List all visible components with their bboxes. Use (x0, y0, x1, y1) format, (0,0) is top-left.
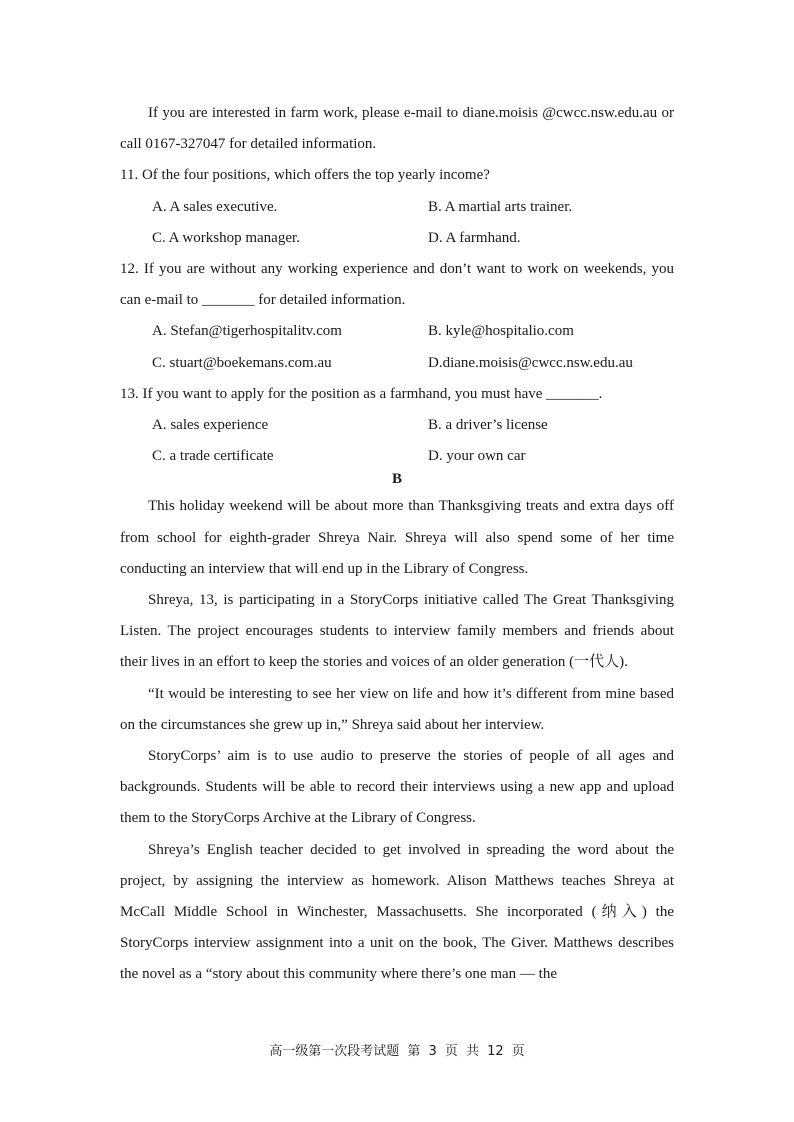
option-c: C. stuart@boekemans.com.au (152, 354, 332, 371)
option-a: A. sales experience (152, 417, 269, 434)
section-b-heading: B (391, 471, 402, 488)
passage-b-paragraph: This holiday weekend will be about more than Thanksgiving treats and extra days off from school for eighth-grader Shreya Nair. Shreya will also spend some of her time conducting an interview that will end up in the Library of Congress. (120, 498, 674, 577)
answer-options (120, 410, 674, 472)
option-a: A. Stefan@tigerhospitalitv.com (152, 323, 342, 340)
question-13 (120, 379, 674, 473)
question-stem: 13. If you want to apply for the position as a farmhand, you must have _______. (120, 385, 603, 402)
question-stem: 11. Of the four positions, which offers the top yearly income? (120, 167, 490, 184)
page-footer: 高一级第一次段考试题 第 3 页 共 12 页 (269, 1044, 525, 1059)
option-b: B. a driver’s license (428, 417, 548, 434)
answer-options (120, 316, 674, 378)
question-11 (120, 160, 674, 254)
option-c: C. A workshop manager. (152, 229, 300, 246)
option-d: D. your own car (428, 448, 526, 465)
document-page (120, 98, 674, 991)
passage-b-paragraph: StoryCorps’ aim is to use audio to preserve the stories of people of all ages and backgrounds. Students will be able to record their interviews using a new app and upload them to the StoryCorps Archive at the Library of Congress. (120, 748, 674, 827)
passage-b-paragraph: Shreya’s English teacher decided to get involved in spreading the word about the project, by assigning the interview as homework. Alison Matthews teaches Shreya at McCall Middle School in Winchester, Massachusetts. She incorporated (纳入) the StoryCorps interview assignment into a unit on the book, The Giver. Matthews describes the novel as a “story about this community where there’s one man — the (120, 841, 674, 983)
option-a: A. A sales executive. (152, 198, 278, 215)
question-12 (120, 254, 674, 379)
question-stem: 12. If you are without any working experience and don’t want to work on weekends, you can e-mail to _______ for detailed information. (120, 261, 674, 309)
option-b: B. A martial arts trainer. (428, 198, 573, 215)
option-d: D.diane.moisis@cwcc.nsw.edu.au (428, 354, 633, 371)
passage-b (120, 491, 674, 990)
option-c: C. a trade certificate (152, 448, 274, 465)
passage-a-closing-paragraph: If you are interested in farm work, please e-mail to diane.moisis @cwcc.nsw.edu.au or call 0167-327047 for detailed information. (120, 105, 674, 153)
passage-b-paragraph: Shreya, 13, is participating in a StoryCorps initiative called The Great Thanksgiving Listen. The project encourages students to interview family members and friends about their lives in an effort to keep the stories and voices of an older generation (一代人). (120, 592, 674, 671)
answer-options (120, 192, 674, 254)
option-b: B. kyle@hospitalio.com (428, 323, 574, 340)
passage-b-paragraph: “It would be interesting to see her view on life and how it’s different from mine based on the circumstances she grew up in,” Shreya said about her interview. (120, 685, 674, 733)
option-d: D. A farmhand. (428, 229, 521, 246)
